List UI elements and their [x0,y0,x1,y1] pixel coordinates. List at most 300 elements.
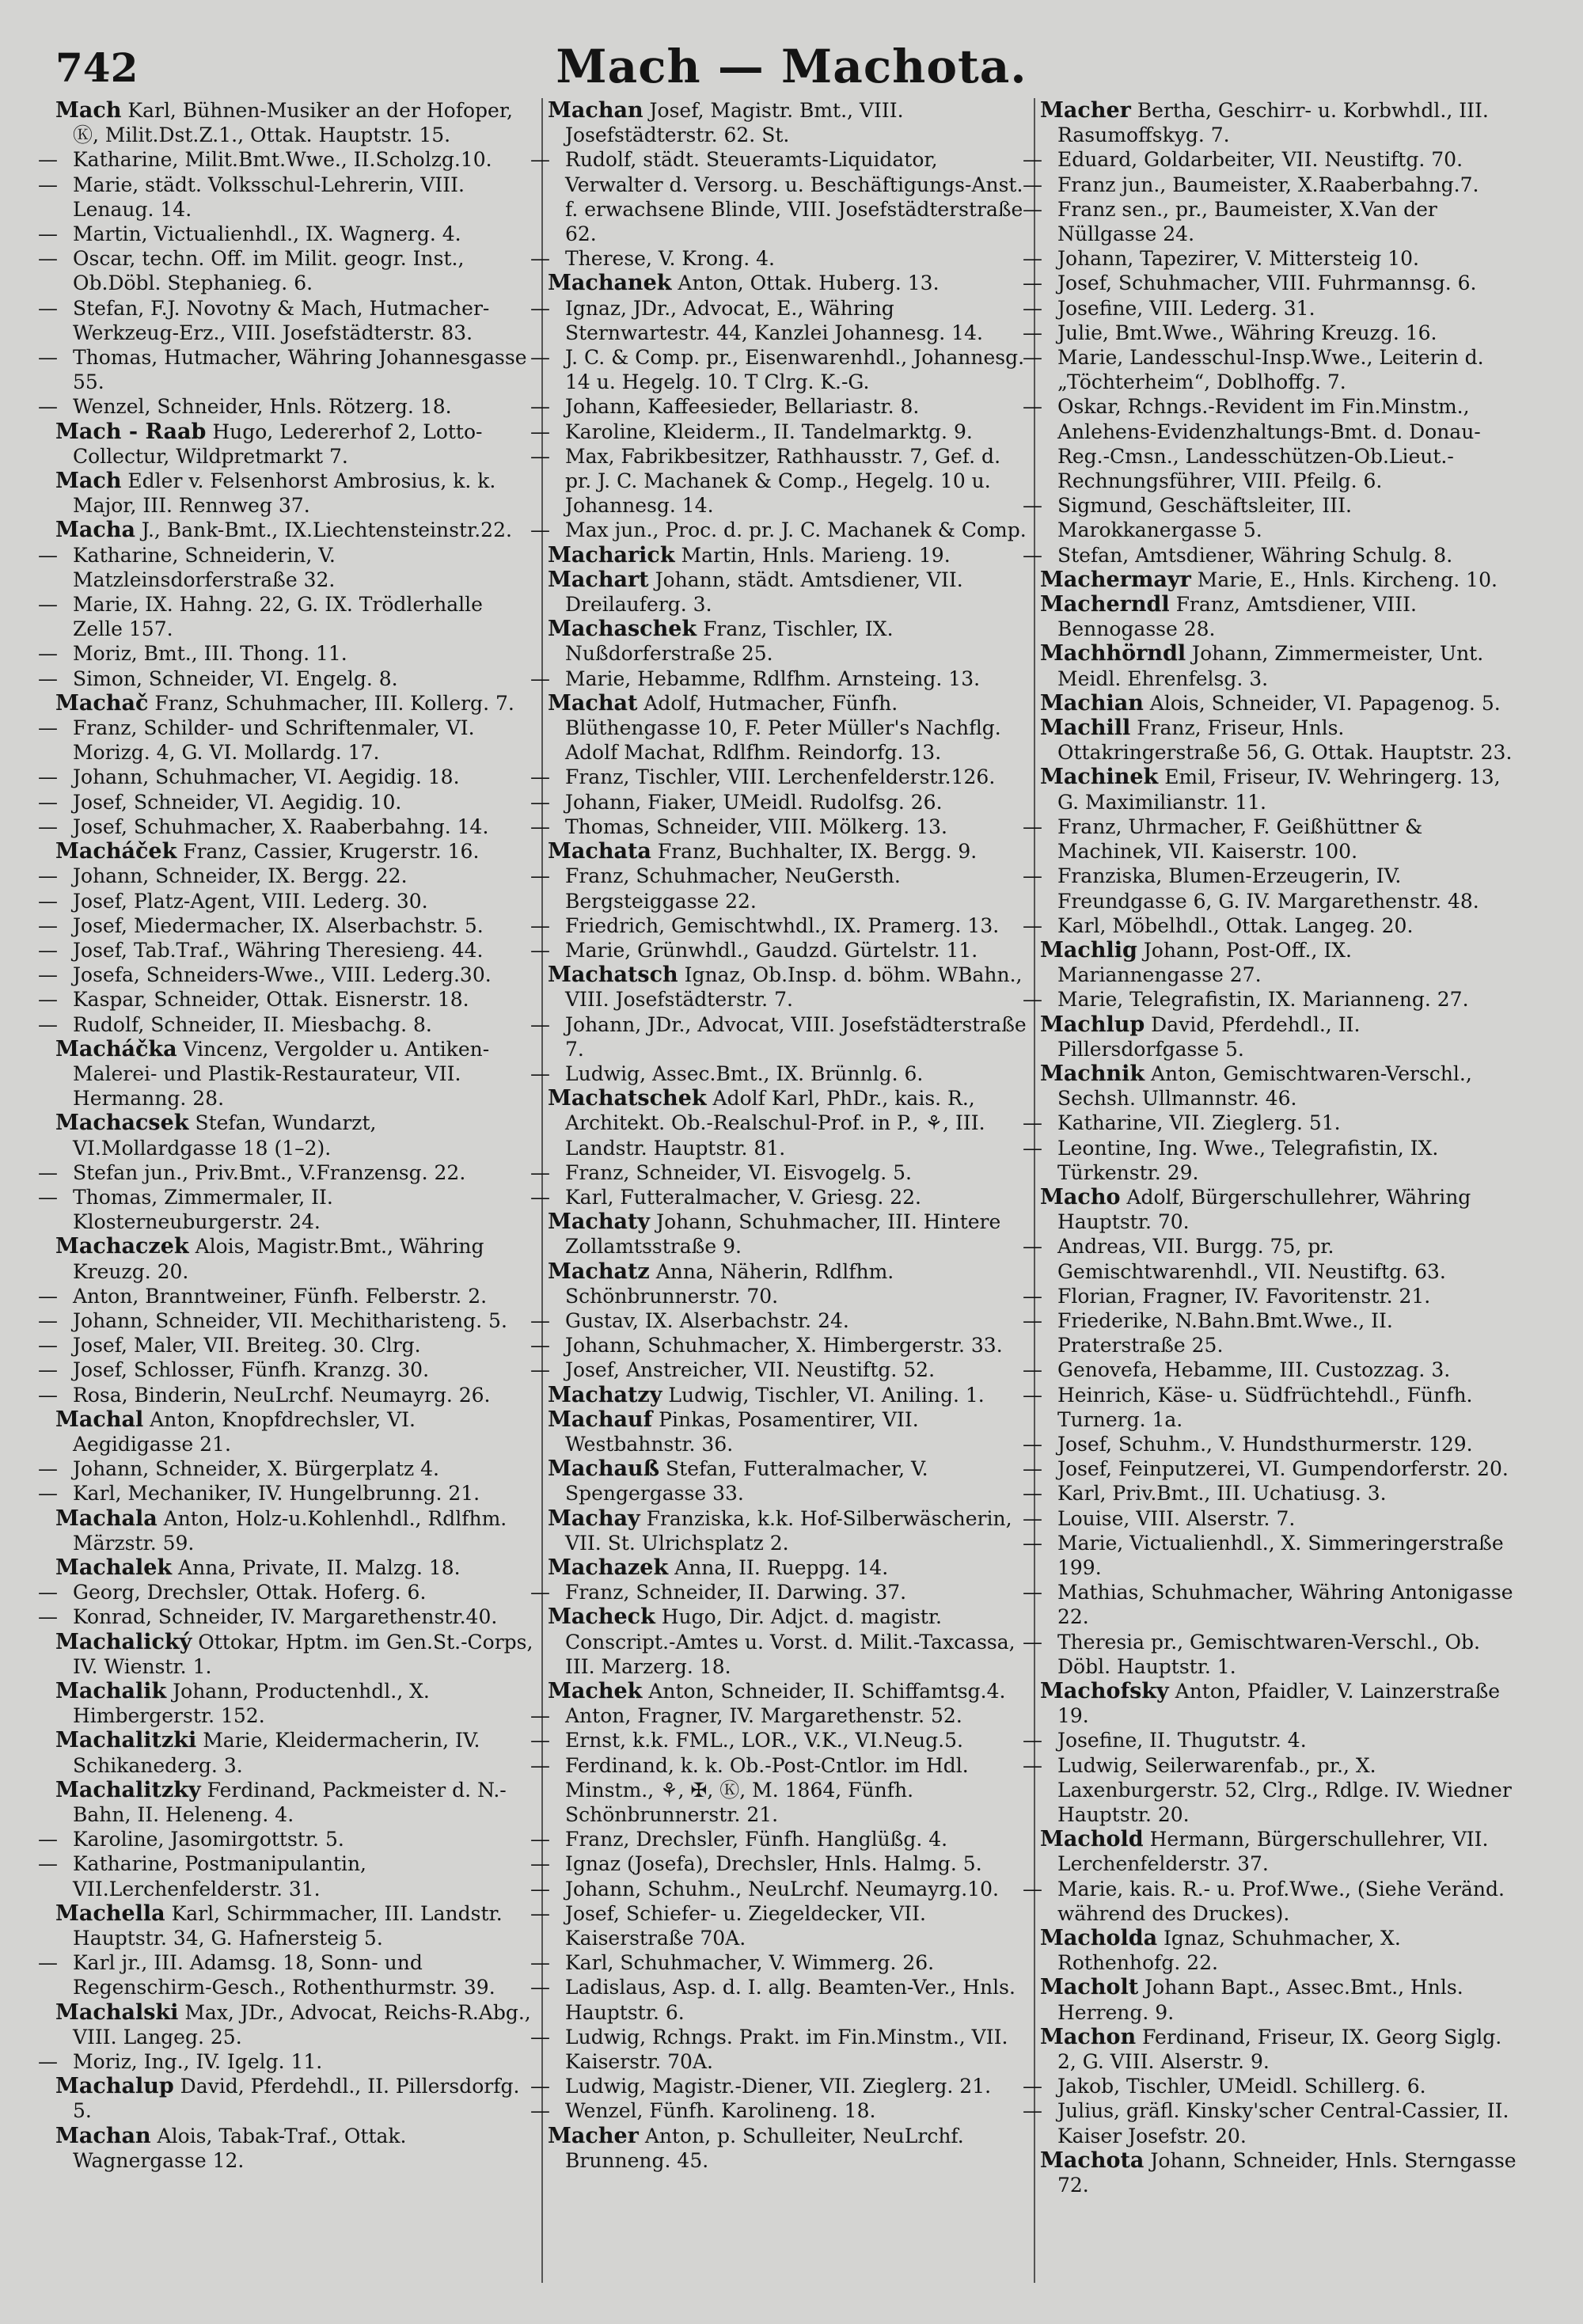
directory-entry [530,1851,1029,1876]
entry-details: Ladislaus, Asp. d. I. allg. Beamten-Ver., Hnls. Hauptstr. 6. [565,1976,1015,2024]
entry-details: Hugo, Ledererhof 2, Lotto-Collectur, Wildpretmarkt 7. [73,420,483,468]
directory-entry [38,1851,537,1901]
entry-details: Josef, Schuhmacher, X. Raaberbahng. 14. [73,815,489,838]
directory-entry [548,691,1029,765]
entry-details: Georg, Drechsler, Ottak. Hoferg. 6. [73,1581,427,1604]
ditto-dash: — [530,1334,550,1358]
ditto-dash: — [38,864,58,888]
ditto-dash: — [530,1951,550,1975]
entry-surname: Machill [1040,716,1131,741]
entry-details: Karl, Mechaniker, IV. Hungelbrunng. 21. [73,1482,480,1506]
entry-surname: Macharick [548,542,675,568]
ditto-dash: — [38,815,58,838]
entry-details: Julius, gräfl. Kinsky'scher Central-Cassier, II. Kaiser Josefstr. 20. [1057,2099,1509,2147]
entry-surname: Machota [1040,2147,1145,2173]
directory-entry [1023,543,1523,568]
ditto-dash: — [38,543,58,567]
entry-details: Ignaz (Josefa), Drechsler, Hnls. Halmg. 5. [565,1852,982,1876]
entry-details: Anton, Ottak. Huberg. 13. [678,272,940,295]
directory-entry [38,1012,537,1037]
entry-details: Anton, Holz-u.Kohlenhdl., Rdlfhm. Märzstr. 59. [73,1506,507,1555]
directory-entry [1023,197,1523,246]
ditto-dash: — [1023,1531,1042,1555]
entry-surname: Machat [548,690,638,716]
ditto-dash: — [1023,1432,1042,1456]
directory-entry [530,1901,1029,1950]
entry-details: Karl, Möbelhdl., Ottak. Langeg. 20. [1057,913,1414,937]
directory-entry [38,963,537,987]
entry-details: Adolf, Hutmacher, Fünfh. Blüthengasse 10, F. Peter Müller's Nachflg. Adolf Machat, Rdlfhm. Reindorfg. 13. [565,691,1001,765]
entry-details: Karl, Bühnen-Musiker an der Hofoper, Ⓚ, Milit.Dst.Z.1., Ottak. Hauptstr. 15. [73,99,513,147]
entry-surname: Machazek [548,1555,669,1580]
directory-entry [38,864,537,888]
directory-entry [55,1506,537,1555]
entry-details: Anton, p. Schulleiter, NeuLrchf. Brunneng. 45. [565,2124,964,2172]
directory-entry [530,147,1029,246]
directory-entry [530,1185,1029,1209]
entry-details: J. C. & Comp. pr., Eisenwarenhdl., Johannesg. 14 u. Hegelg. 10. T Clrg. K.-G. [565,346,1025,394]
ditto-dash: — [530,247,550,271]
directory-entry [548,98,1029,147]
directory-entry [530,790,1029,815]
entry-details: Karl, Schirmmacher, III. Landstr. Hauptstr. 34, G. Hafnersteig 5. [73,1901,503,1950]
ditto-dash: — [530,1976,550,1999]
directory-entry [530,864,1029,913]
entry-details: Johann, städt. Amtsdiener, VII. Dreilauferg. 3. [565,568,963,617]
ditto-dash: — [530,1901,550,1925]
directory-entry [530,1703,1029,1728]
ditto-dash: — [1023,1308,1042,1332]
entry-details: Eduard, Goldarbeiter, VII. Neustiftg. 70. [1057,148,1463,172]
directory-entry [1023,913,1523,938]
ditto-dash: — [38,1605,58,1629]
directory-entry [530,1012,1029,1061]
entry-details: Franz, Tischler, IX. Nußdorferstraße 25. [565,617,894,666]
entry-surname: Machalski [55,1999,179,2025]
directory-entry [548,1407,1029,1456]
entry-details: Josef, Miedermacher, IX. Alserbachstr. 5. [73,913,484,937]
directory-entry [38,1308,537,1333]
entry-surname: Machermayr [1040,567,1191,592]
entry-details: Josefine, VIII. Lederg. 31. [1057,296,1315,320]
entry-details: Marie, städt. Volksschul-Lehrerin, VIII. Lenaug. 14. [73,173,465,221]
entry-surname: Machlig [1040,937,1137,963]
entry-details: Marie, Landesschul-Insp.Wwe., Leiterin d. „Töchterheim“, Doblhoffg. 7. [1057,346,1484,394]
entry-details: Marie, E., Hnls. Kircheng. 10. [1197,568,1498,591]
ditto-dash: — [38,148,58,172]
directory-entry [38,1950,537,1999]
directory-entry [548,617,1029,666]
entry-details: Oskar, Rchngs.-Revident im Fin.Minstm., Anlehens-Evidenzhaltungs-Bmt. d. Donau-Reg.-Cmsn., Landesschützen-Ob.Lieut.-Rechnungsführer, VIII. Pfeilg. 6. [1057,395,1481,493]
entry-details: David, Pferdehdl., II. Pillersdorfg. 5. [73,2075,520,2123]
directory-entry [1023,1456,1523,1481]
entry-details: Ludwig, Seilerwarenfab., pr., X. Laxenburgerstr. 52, Clrg., Rdlge. IV. Wiedner Hauptstr. 20. [1057,1753,1512,1827]
directory-entry [38,1160,537,1185]
ditto-dash: — [1023,1358,1042,1382]
entry-surname: Machofsky [1040,1679,1169,1703]
ditto-dash: — [38,593,58,617]
ditto-dash: — [1023,1457,1042,1481]
column-2 [530,98,1035,2283]
entry-details: Franz, Uhrmacher, F. Geißhüttner & Machinek, VII. Kaiserstr. 100. [1057,815,1423,864]
ditto-dash: — [38,1383,58,1407]
directory-entry [1023,296,1523,321]
ditto-dash: — [38,913,58,937]
entry-details: Johann Bapt., Assec.Bmt., Hnls. Herreng. 9. [1057,1976,1463,2024]
directory-entry [55,469,537,518]
entry-details: Stefan jun., Priv.Bmt., V.Franzensg. 22. [73,1160,466,1184]
directory-entry [55,1555,537,1580]
entry-details: Mathias, Schuhmacher, Währing Antonigasse 22. [1057,1581,1513,1629]
entry-details: Johann, Tapezirer, V. Mittersteig 10. [1057,247,1420,271]
ditto-dash: — [38,1852,58,1876]
ditto-dash: — [38,1828,58,1851]
entry-details: Moriz, Ing., IV. Igelg. 11. [73,2050,323,2074]
directory-entry [55,1679,537,1728]
directory-entry [1023,1481,1523,1506]
entry-surname: Machal [55,1407,144,1432]
entry-surname: Mach - Raab [55,419,207,444]
entry-details: Marie, Telegrafistin, IX. Marianneng. 27. [1057,988,1469,1012]
entry-details: Johann, Schuhmacher, III. Hintere Zollamtsstraße 9. [565,1210,1001,1259]
ditto-dash: — [38,2050,58,2074]
ditto-dash: — [530,148,550,172]
entry-details: Josef, Platz-Agent, VIII. Lederg. 30. [73,889,428,913]
directory-entry [548,1555,1029,1580]
entry-details: Josef, Schuhmacher, VIII. Fuhrmannsg. 6. [1057,272,1477,295]
entry-surname: Mach [55,98,122,123]
directory-entry [38,987,537,1012]
directory-entry [1040,716,1523,765]
ditto-dash: — [1023,815,1042,838]
entry-details: Franz, Schneider, II. Darwing. 37. [565,1581,907,1604]
entry-details: Josef, Tab.Traf., Währing Theresieng. 44. [73,938,484,962]
directory-entry [38,222,537,246]
entry-details: Theresia pr., Gemischtwaren-Verschl., Ob. Döbl. Hauptstr. 1. [1057,1630,1480,1678]
entry-details: Rosa, Binderin, NeuLrchf. Neumayrg. 26. [73,1383,491,1407]
directory-entry [38,1333,537,1358]
directory-entry [1023,345,1523,394]
directory-entry [38,1185,537,1234]
directory-entry [1023,147,1523,172]
entry-surname: Macher [548,2123,639,2148]
ditto-dash: — [38,1284,58,1308]
entry-surname: Macho [1040,1184,1121,1209]
entry-details: Martin, Hnls. Marieng. 19. [681,543,951,567]
directory-entry [1023,493,1523,542]
directory-entry [1040,1926,1523,1975]
directory-entry [1023,1284,1523,1308]
entry-details: Ferdinand, Friseur, IX. Georg Siglg. 2, G. VIII. Alserstr. 9. [1057,2025,1502,2074]
directory-entry [530,765,1029,789]
entry-details: Ottokar, Hptm. im Gen.St.-Corps, IV. Wienstr. 1. [73,1630,533,1678]
entry-details: Therese, V. Krong. 4. [565,247,775,271]
entry-surname: Machan [55,2123,151,2148]
ditto-dash: — [38,1482,58,1506]
entry-surname: Machay [548,1506,640,1531]
directory-entry [38,1383,537,1407]
ditto-dash: — [530,1581,550,1604]
directory-entry [530,394,1029,419]
ditto-dash: — [1023,543,1042,567]
entry-surname: Machata [548,839,651,864]
ditto-dash: — [1023,494,1042,518]
entry-surname: Machek [548,1679,643,1703]
entry-details: Thomas, Schneider, VIII. Mölkerg. 13. [565,815,947,838]
entry-details: Josef, Schuhm., V. Hundsthurmerstr. 129. [1057,1432,1473,1456]
entry-details: Marie, Hebamme, Rdlfhm. Arnsteing. 13. [565,666,981,690]
directory-entry [1023,1136,1523,1185]
entry-surname: Macháček [55,839,177,864]
entry-details: Bertha, Geschirr- u. Korbwhdl., III. Rasumoffskyg. 7. [1057,99,1489,147]
entry-details: Anna, II. Rueppg. 14. [674,1555,889,1579]
entry-details: Katharine, Milit.Bmt.Wwe., II.Scholzg.10. [73,148,492,172]
directory-entry [530,518,1029,542]
directory-entry [55,691,537,716]
directory-entry [1023,815,1523,864]
entry-details: Anton, Knopfdrechsler, VI. Aegidigasse 21. [73,1407,416,1456]
entry-details: Johann, Schuhm., NeuLrchf. Neumayrg.10. [565,1877,999,1901]
entry-surname: Machala [55,1506,158,1531]
entry-surname: Machhörndl [1040,641,1186,666]
ditto-dash: — [530,1753,550,1777]
ditto-dash: — [1023,321,1042,344]
ditto-dash: — [1023,913,1042,937]
directory-entry [548,1086,1029,1160]
ditto-dash: — [530,296,550,320]
directory-entry [1040,2025,1523,2074]
entry-surname: Machella [55,1901,165,1926]
directory-entry [38,641,537,666]
directory-entry [1023,321,1523,345]
entry-details: Max, Fabrikbesitzer, Rathhausstr. 7, Gef. d. pr. J. C. Machanek & Comp., Hegelg. 10 u. Johannesg. 14. [565,444,1001,518]
ditto-dash: — [1023,1877,1042,1901]
entry-details: Gustav, IX. Alserbachstr. 24. [565,1308,849,1332]
ditto-dash: — [530,346,550,370]
ditto-dash: — [1023,1753,1042,1777]
ditto-dash: — [38,1160,58,1184]
directory-entry [530,1877,1029,1901]
entry-surname: Machinek [1040,765,1159,790]
directory-entry [55,1111,537,1160]
entry-details: Franz, Drechsler, Fünfh. Hanglüßg. 4. [565,1828,948,1851]
directory-entry [548,568,1029,617]
directory-entry [530,666,1029,691]
directory-entry [530,345,1029,394]
ditto-dash: — [530,2075,550,2098]
directory-entry [530,913,1029,938]
entry-surname: Machalup [55,2074,174,2099]
entry-details: Karl jr., III. Adamsg. 18, Sonn- und Regenschirm-Gesch., Rothenthurmstr. 39. [73,1951,495,1999]
directory-entry [1023,1234,1523,1283]
ditto-dash: — [38,1581,58,1604]
entry-details: Johann, Schneider, X. Bürgerplatz 4. [73,1457,439,1481]
directory-entry [38,246,537,295]
directory-entry [55,420,537,469]
entry-details: Johann, Schneider, VII. Mechitharisteng. 5. [73,1308,507,1332]
directory-entry [548,2124,1029,2173]
entry-details: Anna, Private, II. Malzg. 18. [178,1555,461,1579]
ditto-dash: — [38,222,58,246]
directory-entry [55,1778,537,1827]
entry-details: Ludwig, Tischler, VI. Aniling. 1. [668,1383,985,1407]
directory-entry [1040,938,1523,987]
directory-entry [548,1456,1029,1506]
entry-details: Johann, Schuhmacher, VI. Aegidig. 18. [73,765,460,789]
directory-entry [1040,1827,1523,1876]
entry-surname: Machanek [548,271,672,296]
directory-entry [548,963,1029,1012]
ditto-dash: — [1023,1284,1042,1308]
entry-details: Moriz, Bmt., III. Thong. 11. [73,642,347,666]
directory-entry [55,2000,537,2049]
ditto-dash: — [1023,2099,1042,2123]
entry-details: Karoline, Jasomirgottstr. 5. [73,1828,344,1851]
ditto-dash: — [38,938,58,962]
ditto-dash: — [1023,1581,1042,1604]
entry-surname: Macha [55,518,135,543]
entry-details: Franz, Tischler, VIII. Lerchenfelderstr.126. [565,765,996,789]
ditto-dash: — [1023,346,1042,370]
entry-details: Johann, Kaffeesieder, Bellariastr. 8. [565,395,920,419]
ditto-dash: — [38,642,58,666]
entry-details: Julie, Bmt.Wwe., Währing Kreuzg. 16. [1057,321,1437,344]
ditto-dash: — [1023,296,1042,320]
entry-surname: Machatschek [548,1086,707,1111]
entry-details: Franz, Schuhmacher, III. Kollerg. 7. [154,691,514,715]
ditto-dash: — [1023,1630,1042,1654]
ditto-dash: — [1023,1506,1042,1530]
ditto-dash: — [38,1457,58,1481]
directory-entry [1040,2148,1523,2197]
ditto-dash: — [38,346,58,370]
directory-entry [1023,1308,1523,1358]
entry-details: Franz jun., Baumeister, X.Raaberbahng.7. [1057,173,1479,196]
ditto-dash: — [38,765,58,789]
entry-surname: Machold [1040,1827,1144,1852]
entry-details: Ludwig, Assec.Bmt., IX. Brünnlg. 6. [565,1061,924,1085]
entry-surname: Machaschek [548,617,697,642]
entry-surname: Macheck [548,1604,655,1630]
ditto-dash: — [1023,272,1042,295]
entry-details: Marie, Kleidermacherin, IV. Schikanederg. 3. [73,1729,480,1777]
entry-details: Kaspar, Schneider, Ottak. Eisnerstr. 18. [73,988,469,1012]
ditto-dash: — [38,666,58,690]
entry-details: Karoline, Kleiderm., II. Tandelmarktg. 9. [565,420,973,443]
entry-details: Marie, Grünwhdl., Gaudzd. Gürtelstr. 11. [565,938,978,962]
directory-entry [1023,1383,1523,1432]
directory-entry [38,1456,537,1481]
ditto-dash: — [1023,1729,1042,1752]
ditto-dash: — [38,988,58,1012]
entry-surname: Machauß [548,1456,660,1482]
ditto-dash: — [530,1185,550,1209]
entry-details: Josefa, Schneiders-Wwe., VIII. Lederg.30. [73,963,492,987]
entry-details: Marie, Victualienhdl., X. Simmeringerstraße 199. [1057,1531,1504,1579]
directory-entry [530,246,1029,271]
entry-surname: Machalek [55,1555,173,1580]
entry-details: Josef, Schneider, VI. Aegidig. 10. [73,790,402,814]
entry-details: Andreas, VII. Burgg. 75, pr. Gemischtwarenhdl., VII. Neustiftg. 63. [1057,1235,1446,1283]
entry-details: Anton, Schneider, II. Schiffamtsg.4. [648,1680,1006,1703]
entry-details: Johann, Zimmermeister, Unt. Meidl. Ehrenfelsg. 3. [1057,642,1484,690]
ditto-dash: — [38,247,58,271]
directory-entry [1023,1111,1523,1135]
entry-details: Anton, Gemischtwaren-Verschl., Sechsh. Ullmannstr. 46. [1057,1061,1472,1111]
directory-entry [55,518,537,542]
directory-entry [38,1604,537,1629]
ditto-dash: — [1023,1111,1042,1135]
directory-entry [55,98,537,147]
entry-surname: Machalik [55,1679,167,1703]
directory-entry [548,271,1029,295]
directory-entry [1023,1877,1523,1926]
entry-surname: Macholda [1040,1926,1158,1951]
ditto-dash: — [530,765,550,789]
entry-surname: Macháčka [55,1036,177,1061]
ditto-dash: — [530,864,550,888]
entry-details: Adolf Karl, PhDr., kais. R., Architekt. Ob.-Realschul-Prof. in P., ⚘, III. Landstr. Hauptstr. 81. [565,1087,985,1160]
directory-entry [38,1481,537,1506]
ditto-dash: — [530,938,550,962]
entry-details: Franz sen., pr., Baumeister, X.Van der Nüllgasse 24. [1057,197,1437,246]
directory-entry [1040,592,1523,641]
entry-details: Wenzel, Fünfh. Karolineng. 18. [565,2099,876,2123]
directory-entry [548,1679,1029,1703]
entry-details: Alois, Tabak-Traf., Ottak. Wagnergasse 12. [73,2124,407,2172]
ditto-dash: — [530,2099,550,2123]
directory-entry [530,1160,1029,1185]
entry-details: Johann, JDr., Advocat, VIII. Josefstädterstraße 7. [565,1012,1027,1061]
directory-entry [530,2098,1029,2123]
ditto-dash: — [38,296,58,320]
ditto-dash: — [38,889,58,913]
ditto-dash: — [1023,197,1042,221]
directory-entry [38,815,537,839]
directory-entry [530,1333,1029,1358]
ditto-dash: — [530,1308,550,1332]
directory-entry [1040,1061,1523,1111]
directory-entry [55,1728,537,1777]
directory-entry [55,2074,537,2123]
entry-surname: Machalitzki [55,1728,197,1753]
directory-entry [38,147,537,172]
directory-entry [1023,394,1523,493]
entry-details: Simon, Schneider, VI. Engelg. 8. [73,666,398,690]
entry-details: Josef, Anstreicher, VII. Neustiftg. 52. [565,1358,936,1382]
entry-details: Oscar, techn. Off. im Milit. geogr. Inst., Ob.Döbl. Stephanieg. 6. [73,247,465,295]
entry-details: Rudolf, städt. Steueramts-Liquidator, Verwalter d. Versorg. u. Beschäftigungs-Anst. f. erwachsene Blinde, VIII. Josefstädterstraße 62. [565,148,1023,246]
ditto-dash: — [530,420,550,443]
ditto-dash: — [38,395,58,419]
entry-details: Edler v. Felsenhorst Ambrosius, k. k. Major, III. Rennweg 37. [73,469,496,518]
directory-entry [38,938,537,963]
entry-details: J., Bank-Bmt., IX.Liechtensteinstr.22. [141,518,512,542]
running-head: Mach — Machota. [556,40,1027,93]
entry-details: Stefan, F.J. Novotny & Mach, Hutmacher-Werkzeug-Erz., VIII. Josefstädterstr. 83. [73,296,490,344]
entry-details: Friederike, N.Bahn.Bmt.Wwe., II. Praterstraße 25. [1057,1308,1393,1358]
entry-details: Wenzel, Schneider, Hnls. Rötzerg. 18. [73,395,452,419]
entry-surname: Machian [1040,690,1144,716]
directory-entry [1040,1975,1523,2024]
directory-entry [1023,2074,1523,2098]
entry-details: Josef, Schiefer- u. Ziegeldecker, VII. Kaiserstraße 70A. [565,1901,926,1950]
directory-entry [38,1827,537,1851]
entry-details: Anna, Näherin, Rdlfhm. Schönbrunnerstr. 70. [565,1259,894,1308]
entry-details: Friedrich, Gemischtwhdl., IX. Pramerg. 13. [565,913,1000,937]
directory-entry [38,790,537,815]
entry-details: Max, JDr., Advocat, Reichs-R.Abg., VIII. Langeg. 25. [73,2000,531,2049]
